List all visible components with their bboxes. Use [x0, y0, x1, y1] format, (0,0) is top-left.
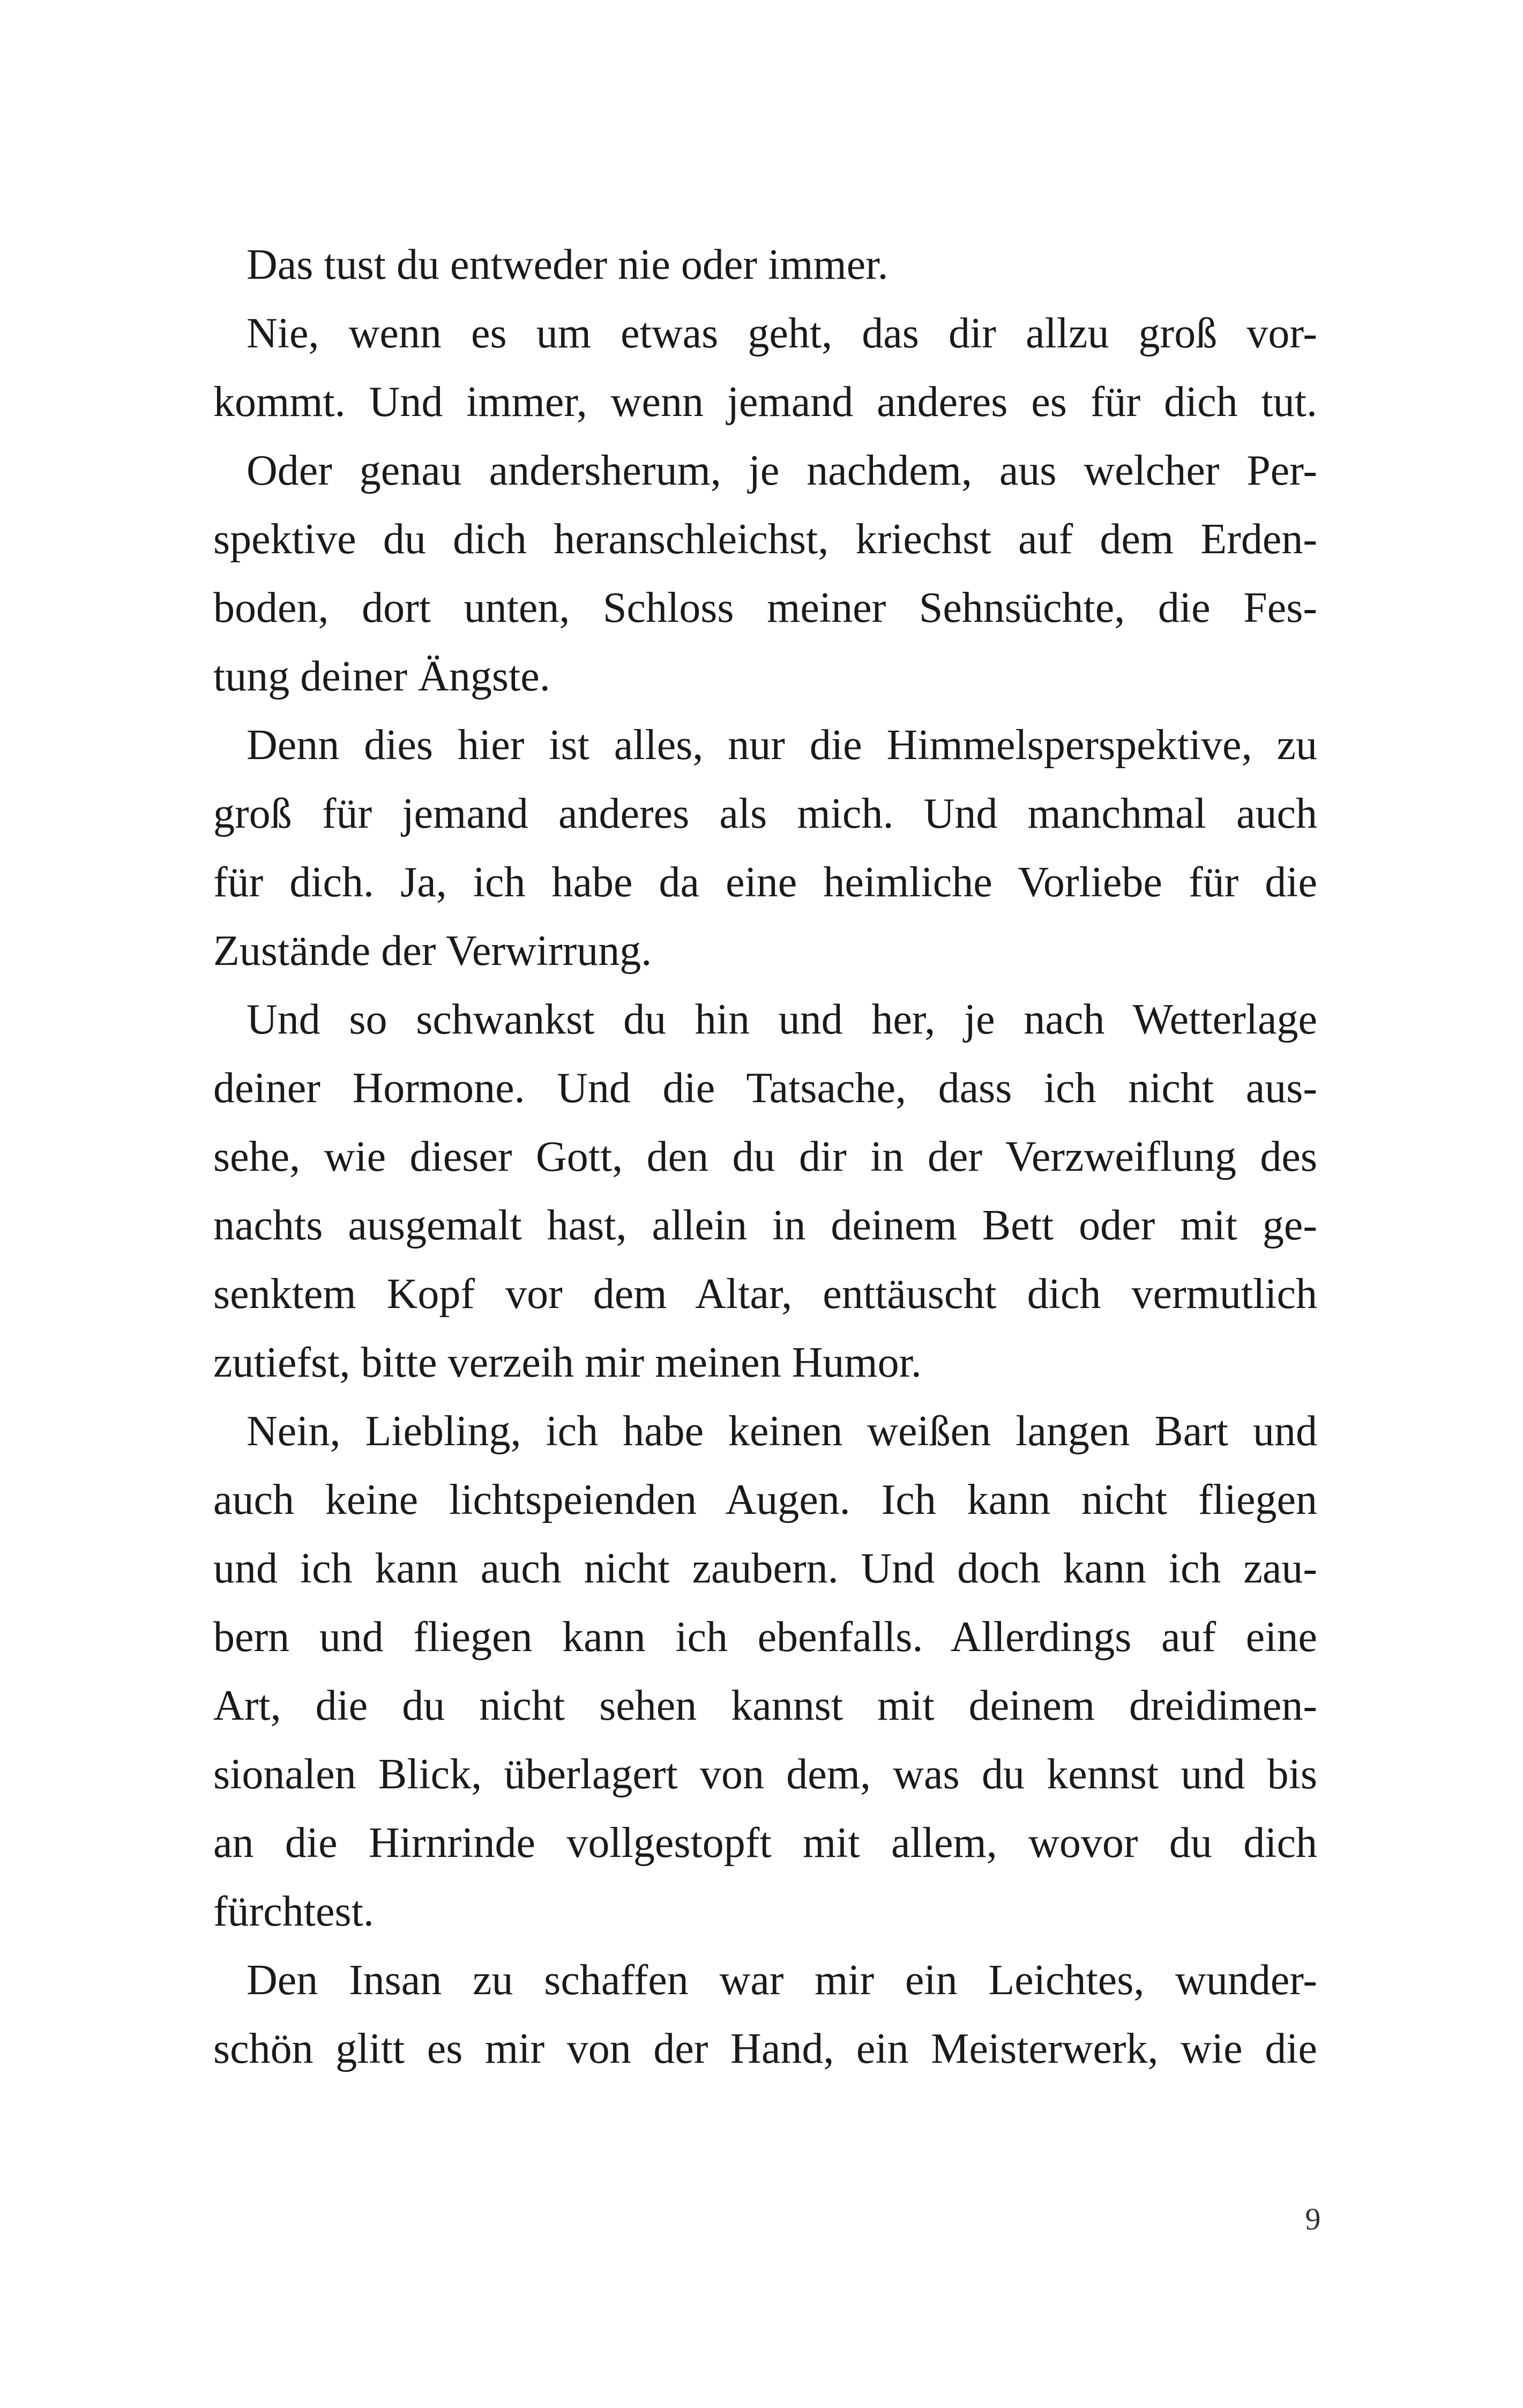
- text-line: Das tust du entweder nie oder immer.: [247, 241, 889, 288]
- text-line: auch keine lichtspeienden Augen. Ich kann nicht fliegen: [213, 1476, 1317, 1523]
- text-line: deiner Hormone. Und die Tatsache, dass ich nicht aus-: [213, 1065, 1317, 1112]
- text-line: groß für jemand anderes als mich. Und manchmal auch: [213, 790, 1317, 837]
- page-number: 9: [1305, 2202, 1321, 2236]
- text-line: Nein, Liebling, ich habe keinen weißen langen Bart und: [247, 1408, 1317, 1455]
- text-line: sionalen Blick, überlagert von dem, was du kennst und bis: [213, 1751, 1317, 1798]
- text-line: sehe, wie dieser Gott, den du dir in der Verzweiflung des: [213, 1133, 1317, 1180]
- body-text: [213, 231, 1317, 2083]
- text-line: Und so schwankst du hin und her, je nach Wetterlage: [247, 996, 1317, 1043]
- text-line: fürchtest.: [213, 1888, 374, 1935]
- text-line: und ich kann auch nicht zaubern. Und doch kann ich zau-: [213, 1545, 1317, 1592]
- text-line: Denn dies hier ist alles, nur die Himmelsperspektive, zu: [247, 722, 1317, 769]
- text-line: kommt. Und immer, wenn jemand anderes es für dich tut.: [213, 378, 1317, 426]
- text-line: zutiefst, bitte verzeih mir meinen Humor.: [213, 1339, 922, 1386]
- text-line: senktem Kopf vor dem Altar, enttäuscht dich vermutlich: [213, 1270, 1317, 1318]
- text-line: nachts ausgemalt hast, allein in deinem Bett oder mit ge-: [213, 1202, 1317, 1249]
- text-line: für dich. Ja, ich habe da eine heimliche Vorliebe für die: [213, 859, 1317, 906]
- text-line: bern und fliegen kann ich ebenfalls. Allerdings auf eine: [213, 1614, 1317, 1661]
- text-line: Den Insan zu schaffen war mir ein Leichtes, wunder-: [247, 1957, 1317, 2004]
- text-line: boden, dort unten, Schloss meiner Sehnsüchte, die Fes-: [213, 584, 1317, 631]
- text-line: schön glitt es mir von der Hand, ein Meisterwerk, wie die: [213, 2025, 1317, 2072]
- text-line: tung deiner Ängste.: [213, 653, 550, 700]
- text-line: Oder genau andersherum, je nachdem, aus welcher Per-: [247, 447, 1317, 494]
- text-line: Art, die du nicht sehen kannst mit deinem dreidimen-: [213, 1682, 1317, 1729]
- text-line: Nie, wenn es um etwas geht, das dir allzu groß vor-: [247, 310, 1317, 357]
- text-line: spektive du dich heranschleichst, kriechst auf dem Erden-: [213, 516, 1317, 563]
- text-line: an die Hirnrinde vollgestopft mit allem, wovor du dich: [213, 1819, 1317, 1867]
- text-line: Zustände der Verwirrung.: [213, 927, 652, 975]
